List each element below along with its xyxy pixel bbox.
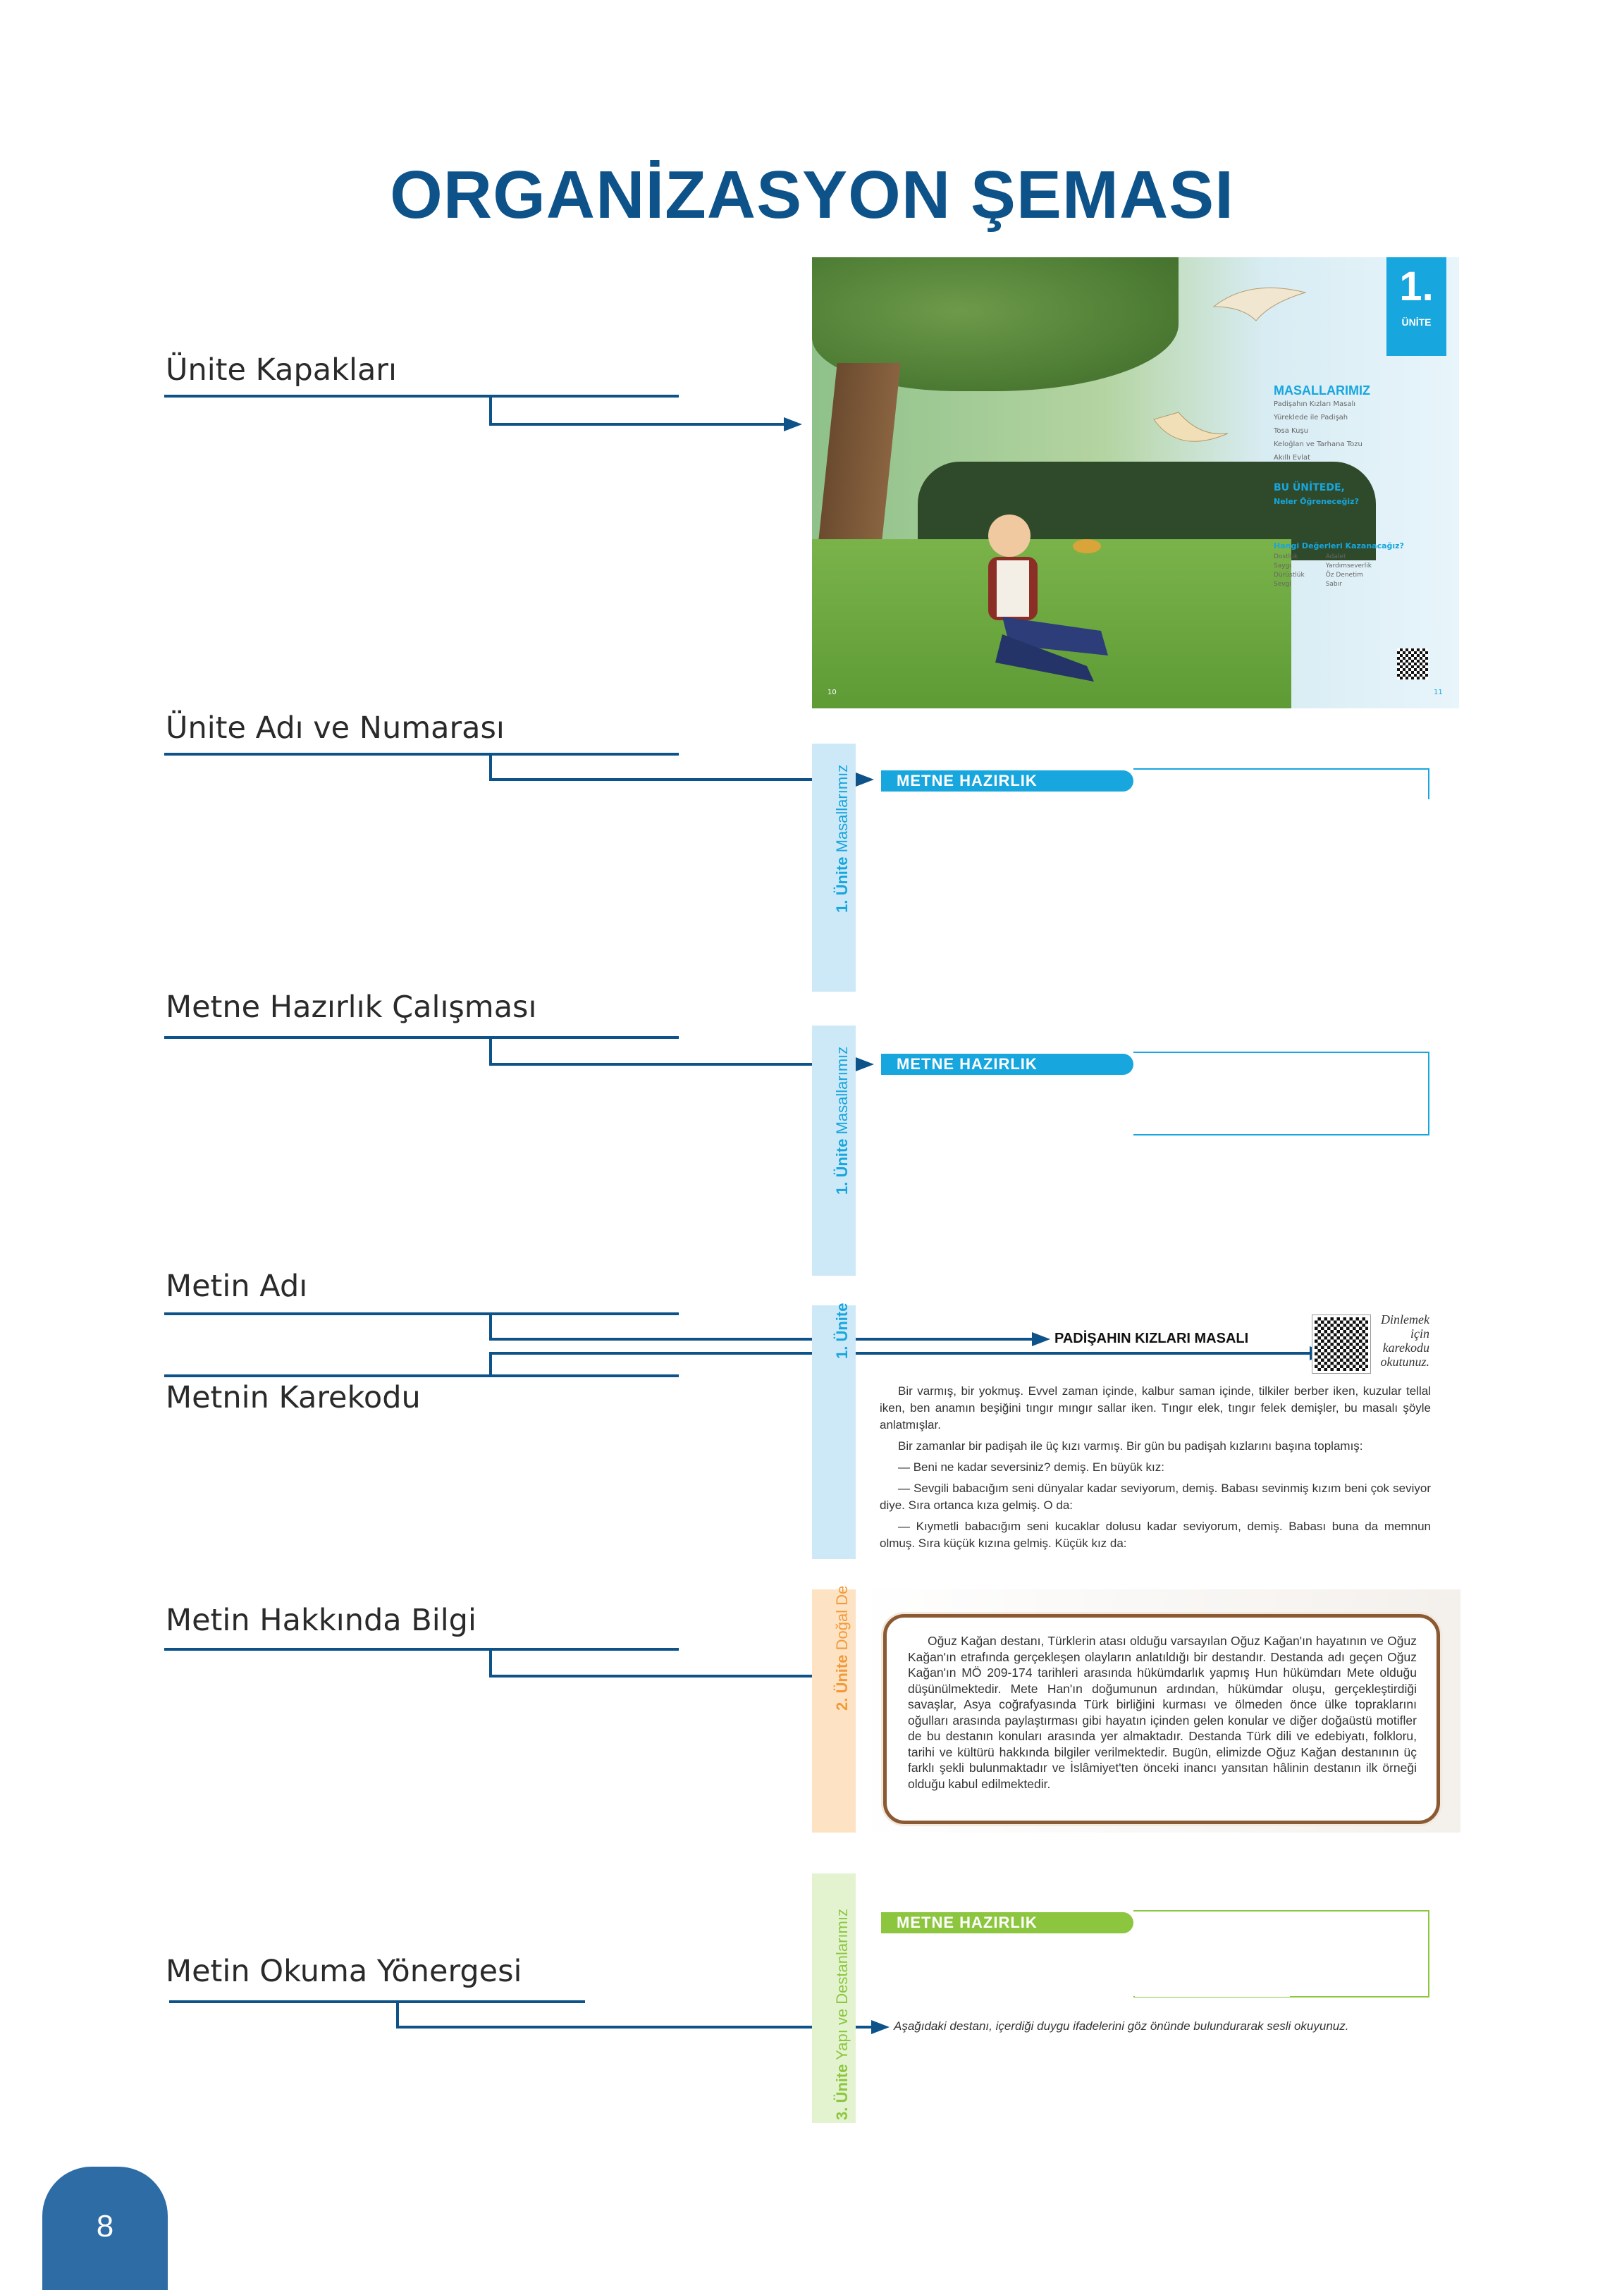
strip-unit-text: 1. Ünite Masallarımız — [833, 764, 851, 913]
unit-word: ÜNİTE — [1401, 316, 1432, 328]
cover-values-question: Hangi Değerleri Kazanacağız? — [1274, 541, 1404, 550]
boy-illustration — [953, 497, 1122, 687]
unit-cover-image — [812, 257, 1459, 708]
cover-value: Dürüstlük — [1274, 572, 1305, 579]
story-paragraph: — Kıymetli babacığım seni kucaklar dolusu kadar seviyorum, demiş. Babası buna da memnun olmuş. Sıra küçük kızına gelmiş. Küçük kız da: — [880, 1520, 1431, 1550]
unit-strip — [812, 744, 856, 992]
info-box — [883, 1614, 1440, 1824]
cover-value: Sabır — [1325, 581, 1342, 588]
story-body — [880, 1383, 1431, 1552]
label-unit-name: Ünite Adı ve Numarası — [166, 710, 505, 746]
label-text-name: Metin Adı — [166, 1269, 308, 1304]
page-number: 8 — [42, 2167, 168, 2290]
prep-frame — [1133, 768, 1429, 799]
arrow-head — [856, 1057, 874, 1071]
story-paragraph: Bir zamanlar bir padişah ile üç kızı varmış. Bir gün bu padişah kızlarını başına toplamış: — [898, 1439, 1363, 1453]
prep-frame — [1133, 1910, 1429, 1997]
cover-value: Yardımseverlik — [1325, 562, 1372, 570]
unit-strip — [812, 1026, 856, 1276]
connector-line — [164, 1374, 679, 1377]
connector-line — [489, 1352, 492, 1377]
cover-story: Tosa Kuşu — [1274, 427, 1308, 435]
connector-line — [489, 1312, 492, 1341]
cover-value: Sevgi — [1274, 581, 1291, 588]
story-paragraph: — Beni ne kadar seversiniz? demiş. En büyük kız: — [898, 1460, 1164, 1474]
connector-line — [489, 778, 857, 781]
label-prep: Metne Hazırlık Çalışması — [166, 990, 537, 1025]
connector-line — [396, 2026, 873, 2029]
cover-story: Keloğlan ve Tarhana Tozu — [1274, 441, 1362, 448]
connector-line — [164, 1312, 679, 1315]
arrow-head — [871, 2020, 890, 2034]
cover-page-right: 11 — [1434, 689, 1443, 696]
info-text: Oğuz Kağan destanı, Türklerin atası olduğu varsayılan Oğuz Kağan'ın hayatının ve Oğuz Kağan'ın etrafında gerçekleşen olayların anlatıldığı bir destandır. Destanda adı geçen Oğuz Kağan'ın MÖ 209-174 tarihleri arasında hükümdarlık yapmış Hun hükümdarı Mete olduğu düşünülmektedir. Mete Han'ın doğumunun ardından, hükümdar oluşu, gerçekleştirdiği savaşlar, Asya coğrafyasında Türk birliğini kurması ve ölmeden önce ülke topraklarını oğulları arasında paylaştırması gibi hayatın içinden gelen konular ve diğer doğaüstü motifler de bu destanın konuları arasında yer almaktadır. Destanda Türk dili ve edebiyatı, folkloru, tarihi ve kültürü hakkında bilgiler verilmektedir. Bugün, elimizde Oğuz Kağan destanının üç farklı şekli bulunmaktadır ve İslâmiyet'ten önceki inancı yansıtan hâlinin destanın ilk örneği olduğu kabul edilmektedir. — [908, 1634, 1417, 1791]
reading-instruction: Aşağıdaki destanı, içerdiği duygu ifadelerini göz önünde bulundurarak sesli okuyunuz. — [894, 2019, 1349, 2033]
label-reading: Metin Okuma Yönergesi — [166, 1954, 522, 1989]
unit-strip — [812, 1585, 856, 1833]
label-qr: Metnin Karekodu — [166, 1380, 421, 1415]
cover-value: Dostluk — [1274, 553, 1298, 560]
strip-unit-text: 3. Ünite Yapı ve Destanlarımız — [833, 1909, 851, 2120]
story-paragraph: Bir varmış, bir yokmuş. Evvel zaman içinde, kalbur saman içinde, tilkiler berber iken, kuzular tellal iken, ben anamın beşiğini tıngır mıngır sallar iken. Tıngır elek, tıngır felek demişler, bu masalı şöyle anlatmışlar. — [880, 1384, 1431, 1432]
cover-story: Padişahın Kızları Masalı — [1274, 400, 1356, 408]
cover-heading: MASALLARIMIZ — [1274, 383, 1370, 398]
frame-gap — [1255, 1133, 1396, 1134]
qr-caption: Dinlemek için karekodu okutunuz. — [1380, 1312, 1429, 1369]
frame-gap — [1135, 1995, 1290, 1997]
connector-line — [164, 1036, 679, 1039]
strip-unit-text: 1. Ünite — [833, 1303, 851, 1359]
label-info: Metin Hakkında Bilgi — [166, 1603, 476, 1638]
connector-line — [396, 2000, 399, 2029]
strip-unit-text: 2. Ünite Doğal De — [833, 1585, 851, 1711]
strip-unit-text: 1. Ünite Masallarımız — [833, 1046, 851, 1195]
connector-line — [489, 423, 785, 426]
story-title: PADİŞAHIN KIZLARI MASALI — [1054, 1331, 1249, 1346]
cover-section: BU ÜNİTEDE, — [1274, 482, 1345, 493]
connector-line — [489, 1036, 492, 1066]
connector-line — [164, 753, 679, 756]
arrow-head — [856, 772, 874, 787]
unit-number: 1. — [1399, 264, 1434, 309]
unit-number-ribbon — [1386, 257, 1446, 356]
prep-frame — [1133, 1052, 1429, 1135]
prep-label: METNE HAZIRLIK — [881, 1912, 1133, 1933]
arrow-head — [784, 417, 802, 431]
cover-value: Saygı — [1274, 562, 1291, 570]
cover-story: Akıllı Evlat — [1274, 454, 1310, 462]
prep-label: METNE HAZIRLIK — [881, 770, 1133, 792]
story-paragraph: — Sevgili babacığım seni dünyalar kadar seviyorum, demiş. Babası sevinmiş kızım beni çok seviyor diye. Sıra ortanca kıza gelmiş. O da: — [880, 1482, 1431, 1512]
arrow-head — [1032, 1332, 1050, 1346]
cover-value: Adalet — [1325, 553, 1346, 560]
unit-strip — [812, 1873, 856, 2123]
connector-line — [489, 1352, 1311, 1355]
page-title: ORGANİZASYON ŞEMASI — [390, 157, 1234, 233]
connector-line — [489, 1648, 492, 1678]
cover-value: Öz Denetim — [1325, 572, 1363, 579]
label-unit-covers: Ünite Kapakları — [166, 352, 397, 388]
connector-line — [489, 395, 492, 426]
connector-line — [164, 395, 679, 398]
connector-line — [489, 1063, 857, 1066]
connector-line — [169, 2000, 585, 2003]
bird-icon — [1150, 405, 1235, 469]
connector-line — [489, 1338, 1033, 1341]
cover-qr-code — [1397, 648, 1428, 679]
bird-icon — [1207, 264, 1312, 349]
prep-label: METNE HAZIRLIK — [881, 1054, 1133, 1075]
connector-line — [489, 1675, 857, 1678]
cover-learn-question: Neler Öğreneceğiz? — [1274, 497, 1359, 506]
connector-line — [164, 1648, 679, 1651]
unit-strip — [812, 1305, 856, 1559]
cover-page-left: 10 — [828, 689, 837, 696]
cover-story: Yüreklede ile Padişah — [1274, 414, 1348, 421]
cover-contents — [1274, 384, 1443, 589]
connector-line — [489, 753, 492, 781]
